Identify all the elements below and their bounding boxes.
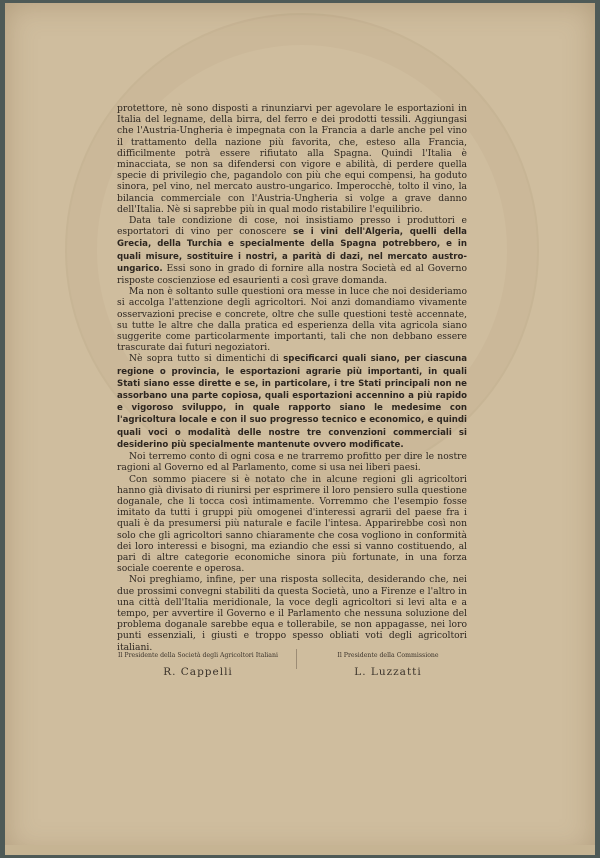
paragraph — [117, 215, 467, 286]
text-run: Con sommo piacere si è notato che in alcune regioni gli agricoltori hanno già divisato di riunirsi per esprimere il loro pensiero sulla questione doganale, che li tocca così intimamente. Vorremmo che l'esempio fosse imitato da tutti i gruppi più omogenei d'interessi agrarii del paese fra i quali è da presumersi più naturale e facile l'intesa. Apparirebbe così non solo che gli agricoltori sanno chiaramente che cosa vogliono in conformità dei loro interessi e bisogni, ma eziandio che essi si vanno costituendo, al pari di altre categorie economiche sinora più fortunate, in una forza sociale coerente e operosa. — [117, 473, 467, 575]
bold-text-run: specificarci quali siano, per ciascuna regione o provincia, le esportazioni agrarie più importanti, in quali Stati siano esse dirette e se, in particolare, i tre Stati principali non ne assorbano una parte copiosa, quali esportazioni accennino a più rapido e vigoroso sviluppo, in quale rapporto siano le medesime con l'agricoltura locale e con il suo progresso tecnico e economico, e quindi quali voci o modalità delle nostre tre convenzioni commerciali si desiderino più specialmente mantenute ovvero modificate. — [117, 354, 467, 450]
paragraph — [117, 451, 467, 473]
document-page — [5, 3, 595, 855]
paragraph — [117, 353, 467, 451]
signature-divider — [296, 649, 297, 669]
text-run: Nè sopra tutto si dimentichi di — [129, 353, 284, 365]
text-run: Ma non è soltanto sulle questioni ora messe in luce che noi desideriamo si accolga l'attenzione degli agricoltori. Noi anzi domandiamo vivamente osservazioni precise e concrete, oltre che sulle questioni testè accennate, su tutte le altre che dalla pratica ed esperienza della vita agricola siano suggerite come particolarmente importanti, tali che non debbano essere trascurate dai futuri negoziatori. — [117, 286, 467, 354]
signature-left-name: R. Cappelli — [163, 666, 233, 678]
text-run: Noi preghiamo, infine, per una risposta sollecita, desiderando che, nei due prossimi convegni stabiliti da questa Società, uno a Firenze e l'altro in una città dell'Italia meridionale, la voce degli agricoltori si levi alta e a tempo, per avvertire il Governo e il Parlamento che nessuna soluzione del problema doganale sarebbe equa e tollerabile, se non appagasse, nei loro punti essenziali, i giusti e troppo spesso obliati voti degli agricoltori italiani. — [117, 574, 467, 653]
signature-left — [113, 651, 283, 678]
bold-text-run: se i vini dell'Algeria, quelli della Grecia, della Turchia e specialmente della Spagna potrebbero, e in quali misure, sostituire i nostri, a parità di dazi, nel mercato austro-ungarico. — [117, 227, 467, 274]
paragraph — [117, 286, 467, 353]
paragraph — [117, 474, 467, 575]
page-bottom-edge — [5, 845, 595, 855]
text-run: Noi terremo conto di ogni cosa e ne trarremo profitto per dire le nostre ragioni al Governo ed al Parlamento, come si usa nei liberi paesi. — [117, 451, 467, 474]
paragraph — [117, 574, 467, 652]
paragraph — [117, 103, 467, 215]
body-text — [117, 103, 467, 653]
signature-left-title: Il Presidente della Società degli Agricoltori Italiani — [118, 652, 278, 659]
text-run: Essi sono in grado di fornire alla nostra Società ed al Governo risposte coscienziose ed esaurienti a così grave domanda. — [117, 262, 467, 287]
signature-right — [303, 651, 473, 678]
text-run: Data tale condizione di cose, noi insistiamo presso i produttori e esportatori di vino per conoscere — [117, 215, 467, 238]
text-run: protettore, nè sono disposti a rinunziarvi per agevolare le esportazioni in Italia del legname, della birra, del ferro e dei prodotti tessili. Aggiungasi che l'Austria-Ungheria è impegnata con la Francia a darle anche pel vino il trattamento della nazione più favorita, che, esteso alla Francia, difficilmente potrà essere rifiutato alla Spagna. Quindi l'Italia è minacciata, se non sa difendersi con vigore e abilità, di perdere quella specie di privilegio che, pagandolo con più che equi compensi, ha goduto sinora, pel vino, nel mercato austro-ungarico. Imperocchè, tolto il vino, la bilancia commerciale con l'Austria-Ungheria si volge a grave danno dell'Italia. Nè si saprebbe più in qual modo ristabilire l'equilibrio. — [117, 103, 467, 215]
signature-right-title: Il Presidente della Commissione — [337, 652, 439, 659]
signature-right-name: L. Luzzatti — [354, 666, 422, 678]
